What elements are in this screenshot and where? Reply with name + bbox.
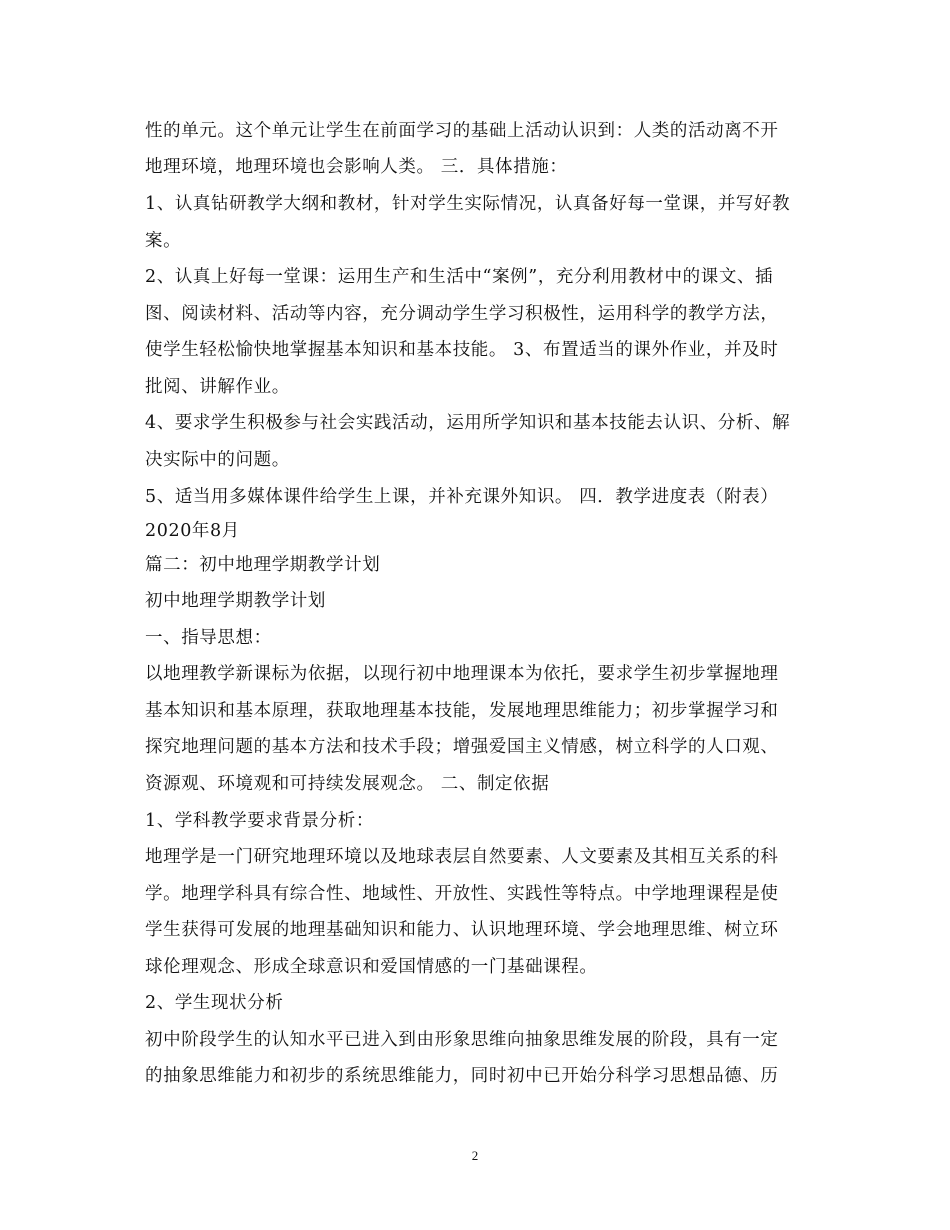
section-heading: 篇二：初中地理学期教学计划 bbox=[145, 555, 381, 575]
text-line: 初中阶段学生的认知水平已进入到由形象思维向抽象思维发展的阶段，具有一定 bbox=[145, 1030, 779, 1050]
section-heading: 一、指导思想： bbox=[145, 628, 272, 648]
section-heading: 2、学生现状分析 bbox=[145, 993, 284, 1013]
text-line: 4、要求学生积极参与社会实践活动，运用所学知识和基本技能去认识、分析、解 bbox=[145, 413, 791, 433]
text-line: 性的单元。这个单元让学生在前面学习的基础上活动认识到：人类的活动离不开 bbox=[145, 121, 779, 141]
text-line: 1、认真钻研教学大纲和教材，针对学生实际情况，认真备好每一堂课，并写好教 bbox=[145, 194, 791, 214]
text-line: 探究地理问题的基本方法和技术手段；增强爱国主义情感，树立科学的人口观、 bbox=[145, 737, 779, 757]
text-line: 批阅、讲解作业。 bbox=[145, 377, 290, 397]
page-number: 2 bbox=[471, 1148, 479, 1163]
document-title: 初中地理学期教学计划 bbox=[145, 591, 326, 611]
text-line: 球伦理观念、形成全球意识和爱国情感的一门基础课程。 bbox=[145, 957, 598, 977]
text-line: 资源观、环境观和可持续发展观念。 二、制定依据 bbox=[145, 774, 550, 794]
text-line: 基本知识和基本原理，获取地理基本技能，发展地理思维能力；初步掌握学习和 bbox=[145, 701, 779, 721]
text-line: 图、阅读材料、活动等内容，充分调动学生学习积极性，运用科学的教学方法， bbox=[145, 304, 779, 324]
section-heading: 1、学科教学要求背景分析： bbox=[145, 811, 374, 831]
text-line: 案。 bbox=[145, 231, 182, 251]
text-line: 的抽象思维能力和初步的系统思维能力，同时初中已开始分科学习思想品德、历 bbox=[145, 1066, 779, 1086]
text-line: 学生获得可发展的地理基础知识和能力、认识地理环境、学会地理思维、树立环 bbox=[145, 920, 779, 940]
text-line: 地理学是一门研究地理环境以及地球表层自然要素、人文要素及其相互关系的科 bbox=[145, 847, 779, 867]
text-line: 以地理教学新课标为依据，以现行初中地理课本为依托，要求学生初步掌握地理 bbox=[145, 664, 779, 684]
text-line: 2、认真上好每一堂课：运用生产和生活中“案例”，充分利用教材中的课文、插 bbox=[145, 267, 774, 287]
text-line: 学。地理学科具有综合性、地域性、开放性、实践性等特点。中学地理课程是使 bbox=[145, 884, 779, 904]
text-line: 5、适当用多媒体课件给学生上课，并补充课外知识。 四．教学进度表（附表） bbox=[145, 487, 779, 507]
date-line: 2020年8月 bbox=[145, 521, 240, 541]
text-line: 地理环境，地理环境也会影响人类。 三．具体措施： bbox=[145, 157, 568, 177]
text-line: 决实际中的问题。 bbox=[145, 450, 290, 470]
text-line: 使学生轻松愉快地掌握基本知识和基本技能。 3、布置适当的课外作业，并及时 bbox=[145, 340, 779, 360]
